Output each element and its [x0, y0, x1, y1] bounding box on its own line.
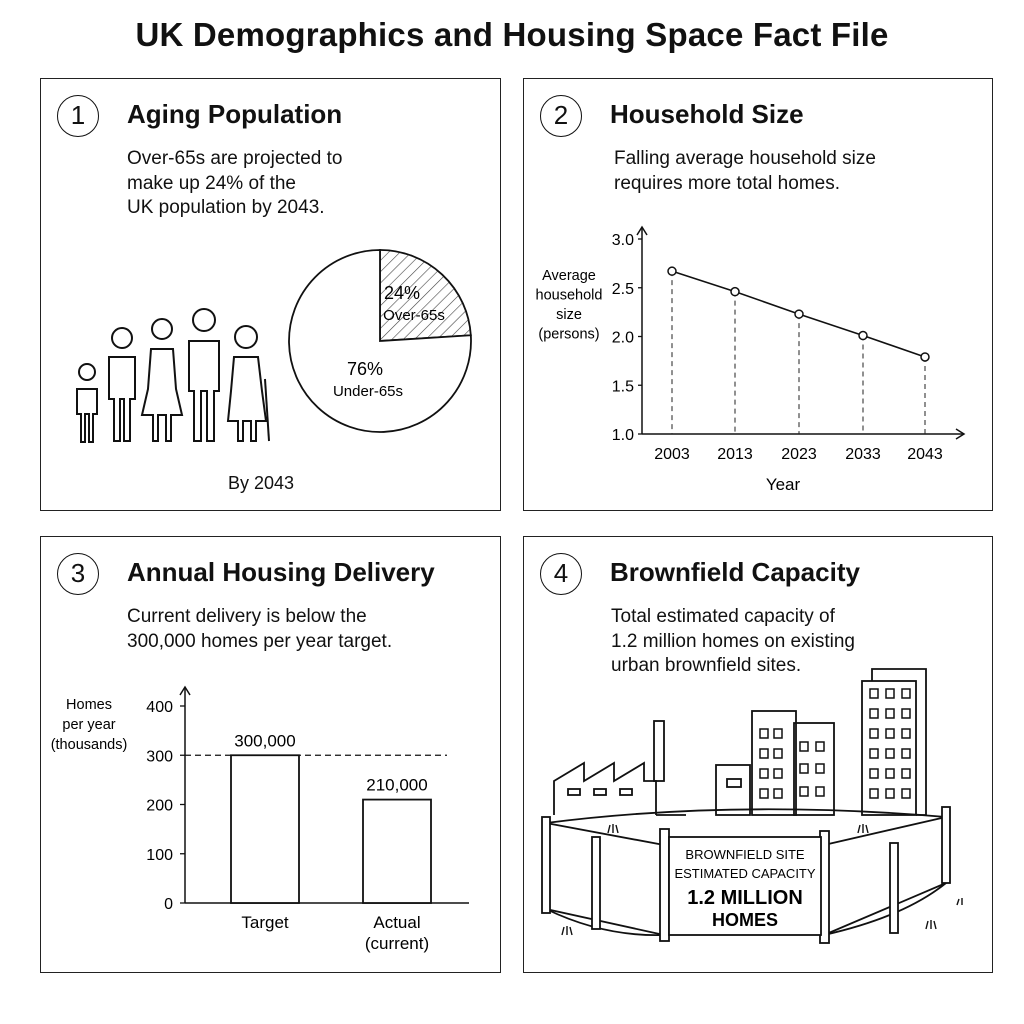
- family-people-icon: [77, 309, 269, 442]
- panel-number-badge: 3: [57, 553, 99, 595]
- window: [760, 749, 768, 758]
- axes: [612, 227, 964, 463]
- y-tick-label: 100: [146, 846, 173, 864]
- window: [886, 689, 894, 698]
- y-tick-label: 3.0: [611, 232, 634, 249]
- y-tick-label: 300: [146, 748, 173, 766]
- x-axis-title: Year: [765, 475, 801, 494]
- window: [816, 742, 824, 751]
- pie-value-label-over65: 24%: [383, 283, 421, 303]
- factory-icon: [554, 721, 686, 815]
- brownfield-illustration: [524, 537, 991, 971]
- sign-line-1: BROWNFIELD SITE: [685, 847, 805, 862]
- panel-title: Household Size: [610, 99, 804, 129]
- window: [886, 729, 894, 738]
- y-axis-title-line: size: [556, 307, 582, 323]
- y-axis-title: [536, 268, 603, 343]
- y-tick-label: 2.5: [611, 280, 634, 298]
- y-tick-label: 1.5: [611, 378, 634, 396]
- x-tick-label: 2043: [907, 446, 943, 463]
- window: [870, 729, 878, 738]
- window: [870, 709, 878, 718]
- y-tick-label: 0: [164, 896, 173, 913]
- x-tick-label: 2013: [717, 446, 753, 463]
- panel-title: Annual Housing Delivery: [127, 557, 435, 587]
- window: [800, 764, 808, 773]
- y-axis-title-line: (persons): [538, 326, 600, 343]
- x-tick-sublabel: (current): [364, 934, 430, 953]
- data-point: [859, 332, 867, 340]
- pie-slice-label-over65: Over-65s: [383, 307, 445, 324]
- household-size-line-chart: [524, 79, 991, 509]
- data-point: [731, 288, 739, 296]
- office-building-icon: [752, 711, 834, 815]
- x-tick-label: Target: [241, 913, 289, 932]
- bar-target: [231, 755, 299, 903]
- x-tick-label: 2033: [845, 446, 881, 463]
- x-tick-label: 2023: [781, 446, 817, 463]
- window: [774, 789, 782, 798]
- y-tick-label: 400: [146, 699, 173, 716]
- y-tick-label: 1.0: [611, 427, 634, 444]
- y-axis-title-line: Homes: [66, 697, 112, 713]
- panel-title: Aging Population: [127, 99, 343, 129]
- small-building-icon: [716, 765, 750, 815]
- data-point: [795, 310, 803, 318]
- window: [902, 689, 910, 698]
- x-tick-label: Actual: [373, 913, 421, 932]
- window: [902, 729, 910, 738]
- window: [774, 729, 782, 738]
- y-tick-label: 2.0: [611, 329, 634, 347]
- panel-description: Total estimated capacity of 1.2 million homes on existing urban brownfield sites.: [611, 606, 855, 676]
- panel-title: Brownfield Capacity: [610, 557, 860, 587]
- building-windows: [760, 689, 910, 798]
- bar-value-label: 300,000: [234, 731, 296, 751]
- y-axis-title-line: per year: [62, 717, 116, 733]
- window: [760, 769, 768, 778]
- window: [902, 769, 910, 778]
- panel-description: Over-65s are projected to make up 24% of the UK population by 2043.: [127, 148, 343, 218]
- window: [760, 729, 768, 738]
- sign-capacity-unit: HOMES: [711, 910, 779, 930]
- y-axis-title: [51, 697, 128, 753]
- population-pie-chart: [289, 250, 471, 432]
- window: [760, 789, 768, 798]
- panel-description: Current delivery is below the 300,000 homes per year target.: [127, 606, 393, 652]
- window: [902, 709, 910, 718]
- pie-caption: By 2043: [227, 473, 295, 493]
- y-axis-title-line: (thousands): [50, 737, 128, 753]
- sign-capacity-value: 1.2 MILLION: [687, 887, 803, 909]
- window: [800, 787, 808, 796]
- panel-brownfield-capacity: [523, 536, 993, 973]
- window: [816, 764, 824, 773]
- data-point: [921, 353, 929, 361]
- window: [774, 769, 782, 778]
- panel-number-badge: 1: [57, 95, 99, 137]
- bar-value-label: 210,000: [366, 775, 428, 795]
- panel-number-badge: 2: [540, 95, 582, 137]
- bar-actual: [363, 800, 431, 903]
- panel-housing-delivery: [40, 536, 501, 973]
- housing-delivery-bar-chart: [41, 537, 499, 971]
- window: [870, 769, 878, 778]
- pie-slice-label-under65: Under-65s: [332, 383, 404, 400]
- window: [800, 742, 808, 751]
- page-title: UK Demographics and Housing Space Fact File: [135, 16, 889, 53]
- panel-description: Falling average household size requires more total homes.: [614, 148, 876, 194]
- x-tick-label: 2003: [654, 446, 690, 463]
- window: [870, 749, 878, 758]
- y-tick-label: 200: [146, 797, 173, 815]
- window: [902, 789, 910, 798]
- pie-value-label-under65: 76%: [346, 359, 384, 379]
- aging-illustration: [41, 79, 499, 509]
- y-axis-title-line: household: [535, 287, 603, 304]
- window: [870, 689, 878, 698]
- line-series: [668, 267, 929, 434]
- panel-household-size: [523, 78, 993, 511]
- window: [886, 709, 894, 718]
- window: [870, 789, 878, 798]
- window: [886, 749, 894, 758]
- window: [902, 749, 910, 758]
- window: [816, 787, 824, 796]
- window: [774, 749, 782, 758]
- data-point: [668, 267, 676, 275]
- bar-series: [185, 731, 447, 953]
- panel-aging-population: [40, 78, 501, 511]
- window: [886, 789, 894, 798]
- panel-number-badge: 4: [540, 553, 582, 595]
- sign-line-2: ESTIMATED CAPACITY: [674, 866, 816, 881]
- y-axis-title-line: Average: [542, 268, 596, 284]
- window: [886, 769, 894, 778]
